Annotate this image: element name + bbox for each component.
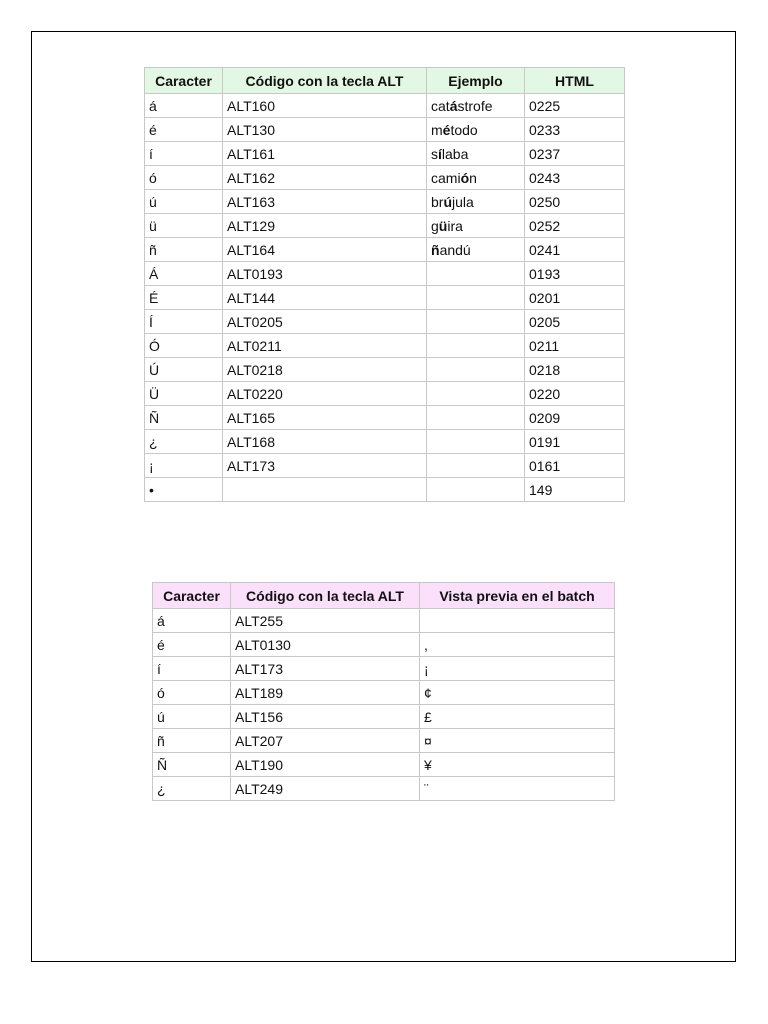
example-cell <box>427 478 525 502</box>
alt-code-cell: ALT156 <box>231 705 420 729</box>
alt-code-cell: ALT173 <box>231 657 420 681</box>
char-cell: Ñ <box>145 406 223 430</box>
batch-preview-cell: ¢ <box>420 681 615 705</box>
char-cell: Á <box>145 262 223 286</box>
column-header-caracter: Caracter <box>153 583 231 609</box>
alt-code-cell: ALT168 <box>223 430 427 454</box>
example-cell <box>427 94 525 118</box>
html-code-cell: 0205 <box>525 310 625 334</box>
example-cell <box>427 310 525 334</box>
example-cell <box>427 334 525 358</box>
column-header-batch-preview: Vista previa en el batch <box>420 583 615 609</box>
html-code-cell: 0161 <box>525 454 625 478</box>
html-code-cell: 0237 <box>525 142 625 166</box>
alt-code-cell: ALT190 <box>231 753 420 777</box>
example-cell <box>427 382 525 406</box>
char-cell: á <box>153 609 231 633</box>
table-row <box>145 430 625 454</box>
example-text-after: todo <box>450 121 478 138</box>
char-cell: ú <box>153 705 231 729</box>
example-text-before: cami <box>431 169 461 186</box>
alt-code-cell: ALT0220 <box>223 382 427 406</box>
html-code-cell: 0250 <box>525 190 625 214</box>
char-cell: ú <box>145 190 223 214</box>
char-cell: é <box>153 633 231 657</box>
alt-code-cell: ALT163 <box>223 190 427 214</box>
example-cell <box>427 454 525 478</box>
table-row <box>153 753 615 777</box>
column-header-ejemplo: Ejemplo <box>427 68 525 94</box>
example-cell <box>427 286 525 310</box>
html-code-cell: 0220 <box>525 382 625 406</box>
char-cell: í <box>145 142 223 166</box>
batch-preview-cell: ¤ <box>420 729 615 753</box>
table-row <box>145 214 625 238</box>
table-row <box>153 657 615 681</box>
alt-code-cell: ALT0193 <box>223 262 427 286</box>
example-cell <box>427 406 525 430</box>
alt-code-cell: ALT189 <box>231 681 420 705</box>
html-code-cell: 0225 <box>525 94 625 118</box>
html-code-cell: 0191 <box>525 430 625 454</box>
table-row <box>145 118 625 142</box>
batch-preview-cell: £ <box>420 705 615 729</box>
example-cell <box>427 142 525 166</box>
html-code-cell: 0252 <box>525 214 625 238</box>
example-highlighted-char: ú <box>443 193 453 210</box>
table-row <box>145 406 625 430</box>
html-code-cell: 0209 <box>525 406 625 430</box>
table-row <box>153 633 615 657</box>
char-cell: é <box>145 118 223 142</box>
char-cell: ¿ <box>153 777 231 801</box>
alt-code-cell: ALT249 <box>231 777 420 801</box>
batch-preview-cell: ¥ <box>420 753 615 777</box>
alt-code-cell: ALT173 <box>223 454 427 478</box>
char-cell: ó <box>153 681 231 705</box>
alt-code-cell: ALT160 <box>223 94 427 118</box>
batch-preview-table <box>152 582 615 801</box>
html-code-cell: 0218 <box>525 358 625 382</box>
column-header-html: HTML <box>525 68 625 94</box>
batch-preview-cell: ¡ <box>420 657 615 681</box>
table-row <box>145 166 625 190</box>
example-highlighted-char: ñ <box>431 241 440 258</box>
char-cell: Ñ <box>153 753 231 777</box>
html-code-cell: 0193 <box>525 262 625 286</box>
table-row <box>145 334 625 358</box>
alt-code-cell: ALT144 <box>223 286 427 310</box>
table-row <box>145 310 625 334</box>
table-row <box>145 94 625 118</box>
alt-code-cell: ALT129 <box>223 214 427 238</box>
table-row <box>153 609 615 633</box>
html-code-cell: 0211 <box>525 334 625 358</box>
char-cell: ñ <box>145 238 223 262</box>
table-row <box>145 478 625 502</box>
column-header-alt-code: Código con la tecla ALT <box>223 68 427 94</box>
table-row <box>145 142 625 166</box>
char-cell: Ó <box>145 334 223 358</box>
example-text-after: laba <box>441 145 469 162</box>
alt-code-cell: ALT207 <box>231 729 420 753</box>
alt-code-cell: ALT0211 <box>223 334 427 358</box>
table-row <box>145 262 625 286</box>
alt-code-cell: ALT255 <box>231 609 420 633</box>
example-text-after: strofe <box>457 97 493 114</box>
alt-code-cell: ALT0218 <box>223 358 427 382</box>
alt-code-cell: ALT162 <box>223 166 427 190</box>
char-cell: É <box>145 286 223 310</box>
html-code-cell: 0233 <box>525 118 625 142</box>
example-cell <box>427 166 525 190</box>
batch-preview-cell: , <box>420 633 615 657</box>
table-row <box>145 190 625 214</box>
char-cell: ¿ <box>145 430 223 454</box>
batch-preview-cell: ¨ <box>420 777 615 801</box>
example-highlighted-char: í <box>438 145 442 162</box>
example-text-after: n <box>469 169 477 186</box>
alt-code-cell: ALT164 <box>223 238 427 262</box>
table-header-row <box>145 68 625 94</box>
char-cell: • <box>145 478 223 502</box>
table-row <box>153 777 615 801</box>
example-cell <box>427 358 525 382</box>
example-cell <box>427 430 525 454</box>
example-cell <box>427 262 525 286</box>
example-highlighted-char: ó <box>460 169 470 186</box>
column-header-caracter: Caracter <box>145 68 223 94</box>
html-code-cell: 0243 <box>525 166 625 190</box>
table-row <box>153 681 615 705</box>
example-text-before: br <box>431 193 444 210</box>
table-row <box>145 454 625 478</box>
alt-code-cell: ALT161 <box>223 142 427 166</box>
html-code-cell: 0201 <box>525 286 625 310</box>
char-cell: á <box>145 94 223 118</box>
alt-code-cell <box>223 478 427 502</box>
alt-code-cell: ALT0130 <box>231 633 420 657</box>
html-code-cell: 0241 <box>525 238 625 262</box>
alt-code-cell: ALT165 <box>223 406 427 430</box>
char-cell: Ú <box>145 358 223 382</box>
alt-codes-table <box>144 67 625 502</box>
char-cell: ü <box>145 214 223 238</box>
batch-preview-cell <box>420 609 615 633</box>
example-cell <box>427 190 525 214</box>
table-row <box>153 705 615 729</box>
char-cell: ¡ <box>145 454 223 478</box>
table-row <box>145 358 625 382</box>
example-text-before: cat <box>431 97 450 114</box>
example-text-before: g <box>431 217 439 234</box>
example-highlighted-char: é <box>442 121 451 138</box>
alt-code-cell: ALT130 <box>223 118 427 142</box>
example-text-before: m <box>431 121 443 138</box>
char-cell: í <box>153 657 231 681</box>
char-cell: ó <box>145 166 223 190</box>
char-cell: Í <box>145 310 223 334</box>
example-text-after: ira <box>447 217 463 234</box>
example-text-before: s <box>431 145 438 162</box>
example-highlighted-char: ü <box>438 217 448 234</box>
table-header-row <box>153 583 615 609</box>
char-cell: ñ <box>153 729 231 753</box>
char-cell: Ü <box>145 382 223 406</box>
example-cell <box>427 214 525 238</box>
table-row <box>145 382 625 406</box>
example-cell <box>427 118 525 142</box>
table-row <box>153 729 615 753</box>
alt-code-cell: ALT0205 <box>223 310 427 334</box>
html-code-cell: 149 <box>525 478 625 502</box>
example-cell <box>427 238 525 262</box>
example-text-after: jula <box>452 193 474 210</box>
column-header-alt-code: Código con la tecla ALT <box>231 583 420 609</box>
table-row <box>145 238 625 262</box>
example-text-after: andú <box>439 241 471 258</box>
example-highlighted-char: á <box>449 97 458 114</box>
table-row <box>145 286 625 310</box>
